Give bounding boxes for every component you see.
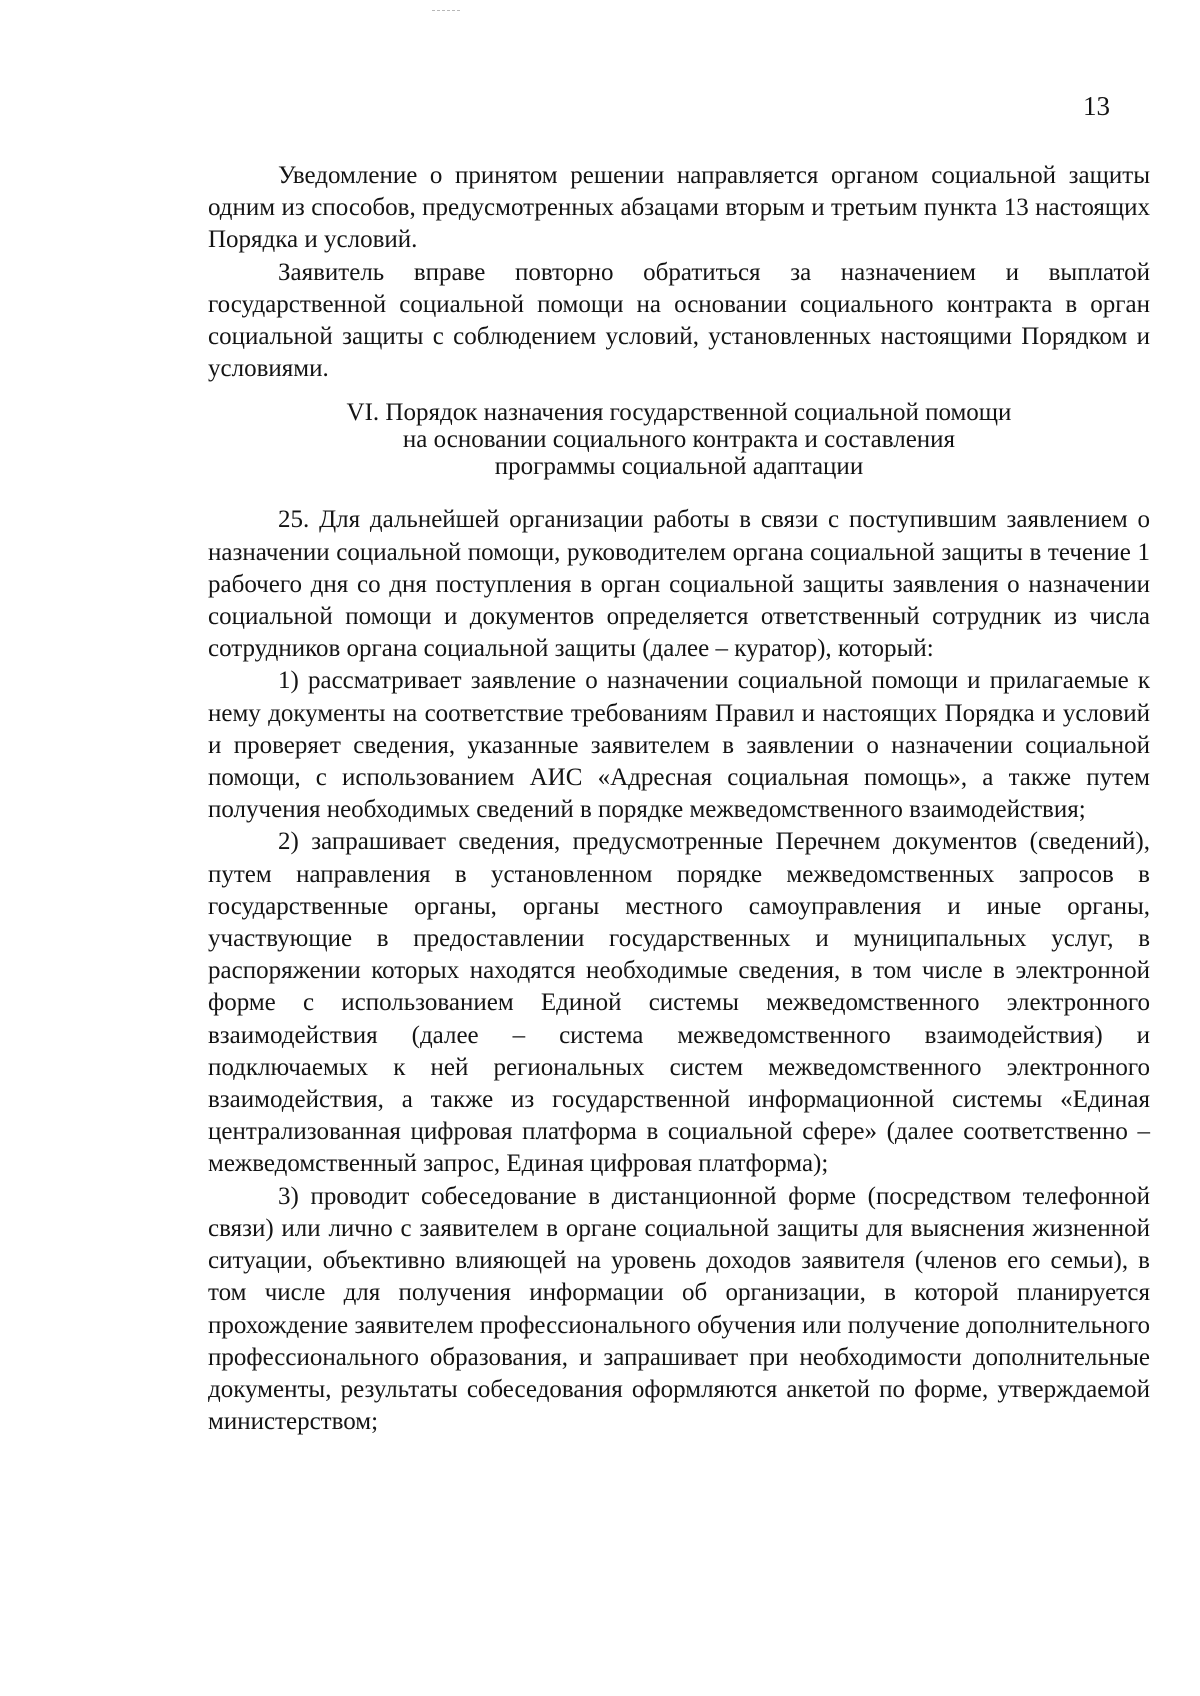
- section-heading-line: VI. Порядок назначения государственной социальной помощи: [346, 399, 1012, 427]
- section-heading-line: на основании социального контракта и составления: [402, 426, 956, 454]
- paragraph-notification: Уведомление о принятом решении направляется органом социальной защиты одним из способов, предусмотренных абзацами вторым и третьим пункта 13 настоящих Порядка и условий.: [208, 162, 1150, 254]
- paragraph-subitem-1: 1) рассматривает заявление о назначении социальной помощи и прилагаемые к нему документы на соответствие требованиям Правил и настоящих Порядка и условий и проверяет сведения, указанные заявителем в заявлении о назначении социальной помощи, с использованием АИС «Адресная социальная помощь», а также путем получения необходимых сведений в порядке межведомственного взаимодействия;: [208, 667, 1150, 824]
- scan-artifact: [432, 10, 460, 12]
- section-heading: [208, 399, 1150, 480]
- document-body: [208, 160, 1150, 1438]
- paragraph-subitem-3: 3) проводит собеседование в дистанционной форме (посредством телефонной связи) или лично с заявителем в органе социальной защиты для выяснения жизненной ситуации, объективно влияющей на уровень доходов заявителя (членов его семьи), в том числе для получения информации об организации, в которой планируется прохождение заявителем профессионального обучения или получение дополнительного профессионального образования, и запрашивает при необходимости дополнительные документы, результаты собеседования оформляются анкетой по форме, утверждаемой министерством;: [208, 1182, 1150, 1436]
- paragraph-subitem-2: 2) запрашивает сведения, предусмотренные Перечнем документов (сведений), путем направления в установленном порядке межведомственных запросов в государственные органы, органы местного самоуправления и иные органы, участвующие в предоставлении государственных и муниципальных услуг, в распоряжении которых находятся необходимые сведения, в том числе в электронной форме с использованием Единой системы межведомственного электронного взаимодействия (далее – система межведомственного взаимодействия) и подключаемых к ней региональных систем межведомственного электронного взаимодействия, а также из государственной информационной системы «Единая централизованная цифровая платформа в социальной сфере» (далее соответственно – межведомственный запрос, Единая цифровая платформа);: [208, 828, 1150, 1178]
- section-heading-line: программы социальной адаптации: [494, 453, 864, 481]
- page-number: 13: [1083, 91, 1110, 121]
- paragraph-item-25: 25. Для дальнейшей организации работы в связи с поступившим заявлением о назначении социальной помощи, руководителем органа социальной защиты в течение 1 рабочего дня со дня поступления в орган социальной защиты заявления о назначении социальной помощи и документов определяется ответственный сотрудник из числа сотрудников органа социальной защиты (далее – куратор), который:: [208, 506, 1150, 663]
- paragraph-reapplication: Заявитель вправе повторно обратиться за назначением и выплатой государственной социальной помощи на основании социального контракта в орган социальной защиты с соблюдением условий, установленных настоящими Порядком и условиями.: [208, 258, 1150, 383]
